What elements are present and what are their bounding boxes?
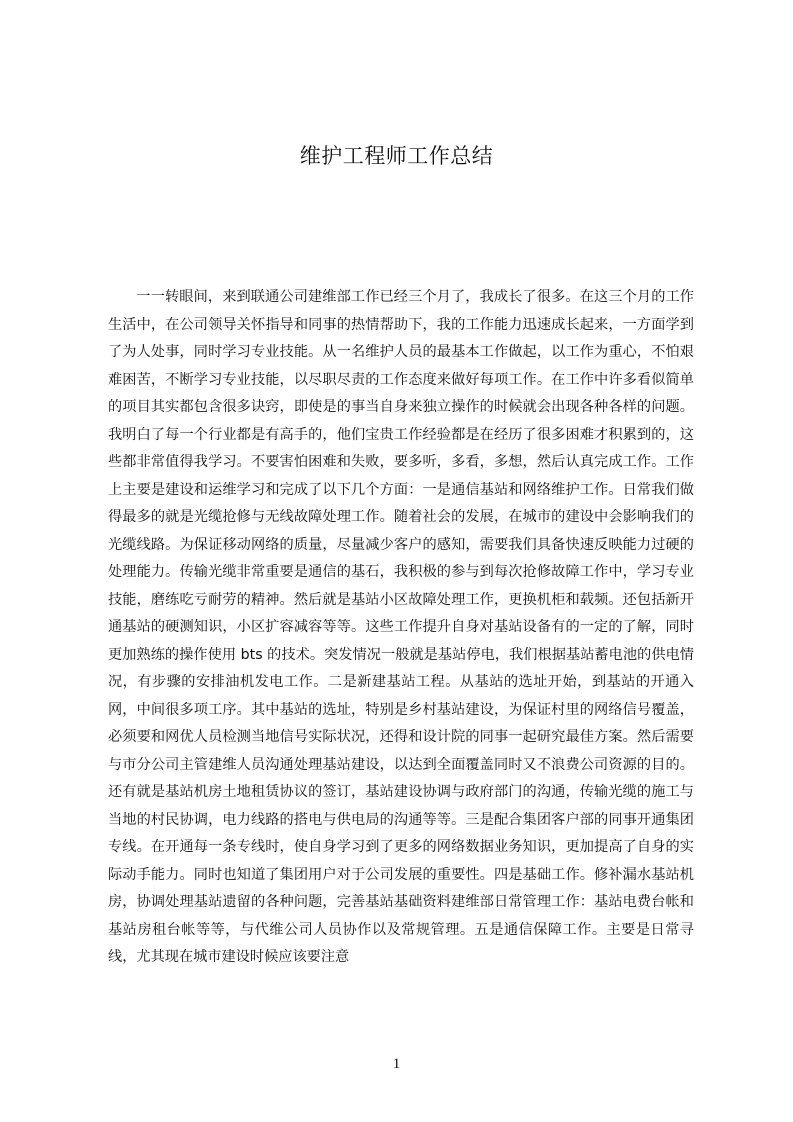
document-title: 维护工程师工作总结 [299, 144, 494, 168]
page-number: 1 [392, 1056, 401, 1072]
body-paragraph: 一一转眼间，来到联通公司建维部工作已经三个月了，我成长了很多。在这三个月的工作生活中，在公司领导关怀指导和同事的热情帮助下，我的工作能力迅速成长起来，一方面学到了为人处事，同时学习专业技能。从一名维护人员的最基本工作做起，以工作为重心，不怕艰难困苦，不断学习专业技能，以尽职尽责的工作态度来做好每项工作。在工作中许多看似简单的项目其实都包含很多诀窍，即使是的事当自身来独立操作的时候就会出现各种各样的问题。我明白了每一个行业都是有高手的，他们宝贵工作经验都是在经历了很多困难才积累到的，这些都非常值得我学习。不要害怕困难和失败，要多听，多看，多想，然后认真完成工作。工作上主要是建设和运维学习和完成了以下几个方面：一是通信基站和网络维护工作。日常我们做得最多的就是光缆抢修与无线故障处理工作。随着社会的发展，在城市的建设中会影响我们的光缆线路。为保证移动网络的质量，尽量减少客户的感知，需要我们具备快速反映能力过硬的处理能力。传输光缆非常重要是通信的基石，我积极的参与到每次抢修故障工作中，学习专业技能，磨练吃亏耐劳的精神。然后就是基站小区故障处理工作，更换机柜和载频。还包括新开通基站的硬测知识，小区扩容减容等等。这些工作提升自身对基站设备有的一定的了解，同时更加熟练的操作使用 bts 的技术。突发情况一般就是基站停电，我们根据基站蓄电池的供电情况，有步骤的安排油机发电工作。二是新建基站工程。从基站的选址开始，到基站的开通入网，中间很多项工序。其中基站的选址，特别是乡村基站建设，为保证村里的网络信号覆盖，必须要和网优人员检测当地信号实际状况，还得和设计院的同事一起研究最佳方案。然后需要与市分公司主管建维人员沟通处理基站建设，以达到全面覆盖同时又不浪费公司资源的目的。还有就是基站机房土地租赁协议的签订，基站建设协调与政府部门的沟通，传输光缆的施工与当地的村民协调，电力线路的搭电与供电局的沟通等等。三是配合集团客户部的同事开通集团专线。在开通每一条专线时，使自身学习到了更多的网络数据业务知识，更加提高了自身的实际动手能力。同时也知道了集团用户对于公司发展的重要性。四是基础工作。修补漏水基站机房，协调处理基站遗留的各种问题，完善基站基础资料建维部日常管理工作：基站电费台帐和基站房租台帐等等，与代维公司人员协作以及常规管理。五是通信保障工作。主要是日常寻线，尤其现在城市建设时候应该要注意 [108, 289, 694, 965]
